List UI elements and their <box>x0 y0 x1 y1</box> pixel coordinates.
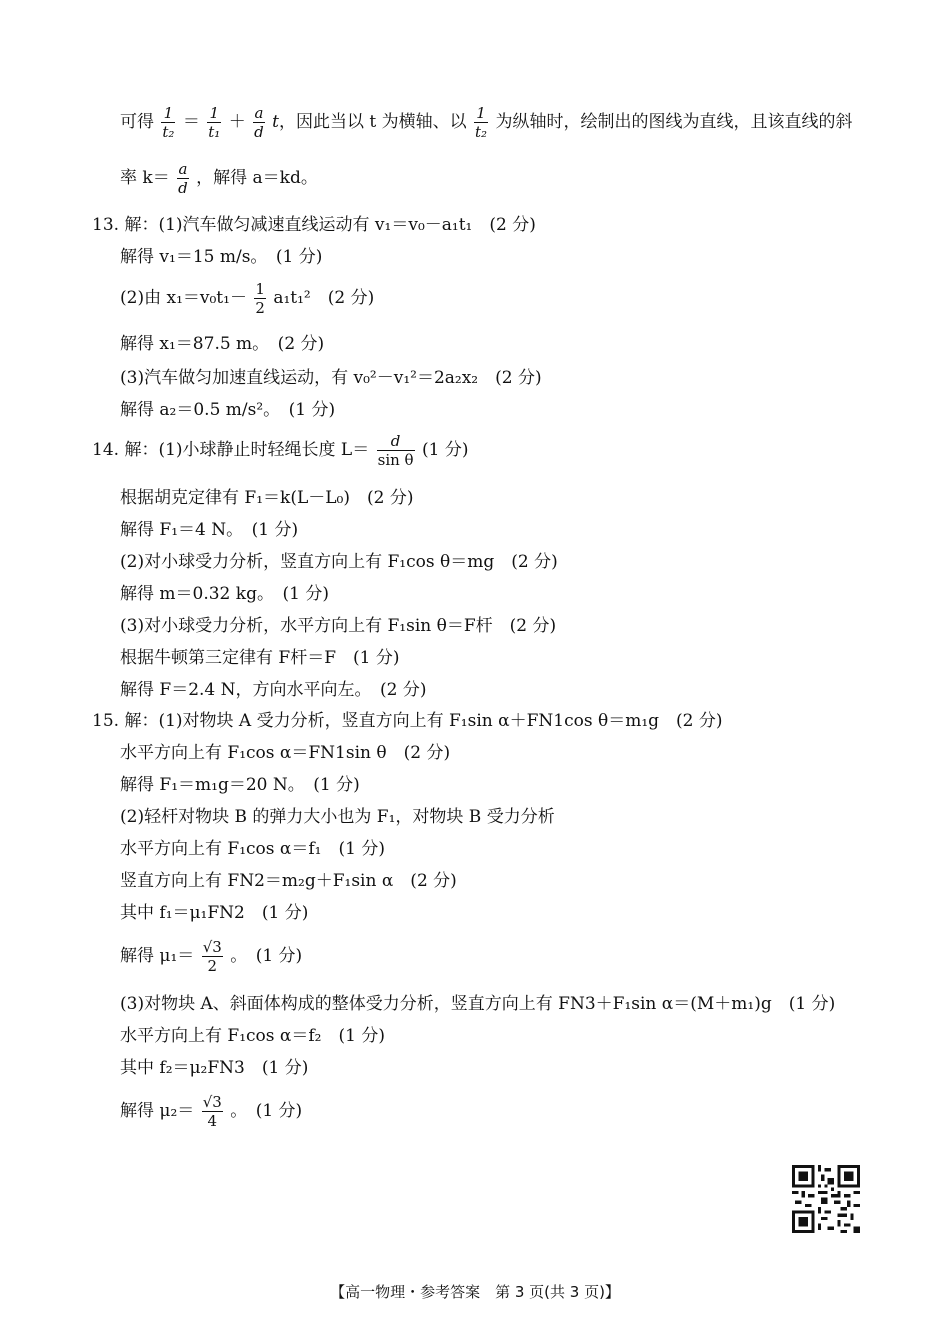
q14-line-4: (2)对小球受力分析，竖直方向上有 F₁cos θ＝mg (2 分) <box>120 552 558 572</box>
q12-line-2 <box>120 160 318 197</box>
q14-line-6: (3)对小球受力分析，水平方向上有 F₁sin θ＝F杆 (2 分) <box>120 616 557 636</box>
fraction <box>207 104 221 141</box>
q13-line-3 <box>120 280 374 317</box>
numerator: √3 <box>202 938 222 956</box>
fraction <box>474 104 488 141</box>
numerator: 1 <box>207 104 221 123</box>
q15-line-6: 竖直方向上有 FN2＝m₂g＋F₁sin α (2 分) <box>120 871 457 891</box>
numerator: a <box>254 104 264 122</box>
text: 。 (1 分) <box>230 1101 303 1121</box>
fraction <box>202 938 223 975</box>
numerator: 1 <box>255 280 265 298</box>
text: 14. 解：(1)小球静止时轻绳长度 L＝ <box>92 440 370 460</box>
variable-t: t <box>272 112 279 132</box>
denominator: 2 <box>255 299 265 317</box>
q15-line-11: 其中 f₂＝μ₂FN3 (1 分) <box>120 1058 309 1078</box>
q12-line-1 <box>120 104 852 141</box>
fraction <box>253 104 265 141</box>
denominator: sin θ <box>377 451 414 469</box>
q15-line-5: 水平方向上有 F₁cos α＝f₁ (1 分) <box>120 839 385 859</box>
q14-line-1 <box>92 432 468 469</box>
fraction <box>377 432 415 469</box>
q13-line-2: 解得 v₁＝15 m/s。 (1 分) <box>120 247 323 267</box>
qr-code-icon <box>792 1165 860 1233</box>
text: a₁t₁² (2 分) <box>273 288 375 308</box>
fraction <box>161 104 175 141</box>
q15-line-12 <box>120 1093 302 1130</box>
plus-sign: ＋ <box>228 112 246 132</box>
text: (1 分) <box>422 440 469 460</box>
q13-line-4: 解得 x₁＝87.5 m。 (2 分) <box>120 334 325 354</box>
text: ，解得 a＝kd。 <box>196 168 318 188</box>
text: 可得 <box>120 112 154 132</box>
q14-line-7: 根据牛顿第三定律有 F杆＝F (1 分) <box>120 648 400 668</box>
denominator: t₂ <box>475 123 488 141</box>
q15-line-4: (2)轻杆对物块 B 的弹力大小也为 F₁，对物块 B 受力分析 <box>120 807 555 827</box>
q15-line-8 <box>120 938 302 975</box>
text: 为纵轴时，绘制出的图线为直线，且该直线的斜 <box>495 112 853 132</box>
denominator: 2 <box>207 957 218 975</box>
q13-line-1: 13. 解：(1)汽车做匀减速直线运动有 v₁＝v₀－a₁t₁ (2 分) <box>92 215 536 235</box>
q15-line-3: 解得 F₁＝m₁g＝20 N。 (1 分) <box>120 775 360 795</box>
text: 解得 μ₂＝ <box>120 1101 195 1121</box>
text: 解得 μ₁＝ <box>120 946 195 966</box>
fraction <box>254 280 266 317</box>
text: (2)由 x₁＝v₀t₁－ <box>120 288 247 308</box>
numerator: 1 <box>474 104 488 123</box>
numerator: √3 <box>202 1093 222 1111</box>
denominator: t₁ <box>208 123 221 141</box>
denominator: d <box>178 179 188 197</box>
fraction <box>177 160 189 197</box>
numerator: 1 <box>161 104 175 123</box>
text: ，因此当以 t 为横轴、以 <box>278 112 467 132</box>
q14-line-8: 解得 F＝2.4 N，方向水平向左。 (2 分) <box>120 680 427 700</box>
text: 率 k＝ <box>120 168 170 188</box>
q15-line-10: 水平方向上有 F₁cos α＝f₂ (1 分) <box>120 1026 385 1046</box>
q13-line-6: 解得 a₂＝0.5 m/s²。 (1 分) <box>120 400 336 420</box>
denominator: d <box>254 123 264 141</box>
q15-line-9: (3)对物块 A、斜面体构成的整体受力分析，竖直方向上有 FN3＋F₁sin α＝(M＋m₁)g (1 分) <box>120 994 836 1014</box>
q15-line-7: 其中 f₁＝μ₁FN2 (1 分) <box>120 903 309 923</box>
numerator: a <box>178 160 188 178</box>
page-footer: 【高一物理・参考答案 第 3 页(共 3 页)】 <box>330 1283 620 1301</box>
q14-line-2: 根据胡克定律有 F₁＝k(L－L₀) (2 分) <box>120 488 414 508</box>
q14-line-3: 解得 F₁＝4 N。 (1 分) <box>120 520 299 540</box>
text: 。 (1 分) <box>230 946 303 966</box>
numerator: d <box>377 432 415 451</box>
q14-line-5: 解得 m＝0.32 kg。 (1 分) <box>120 584 329 604</box>
q15-line-2: 水平方向上有 F₁cos α＝FN1sin θ (2 分) <box>120 743 451 763</box>
equals-sign: ＝ <box>182 112 200 132</box>
q13-line-5: (3)汽车做匀加速直线运动，有 v₀²－v₁²＝2a₂x₂ (2 分) <box>120 368 542 388</box>
q15-line-1: 15. 解：(1)对物块 A 受力分析，竖直方向上有 F₁sin α＋FN1cos θ＝m₁g (2 分) <box>92 711 723 731</box>
denominator: t₂ <box>162 123 175 141</box>
denominator: 4 <box>207 1112 218 1130</box>
fraction <box>202 1093 223 1130</box>
